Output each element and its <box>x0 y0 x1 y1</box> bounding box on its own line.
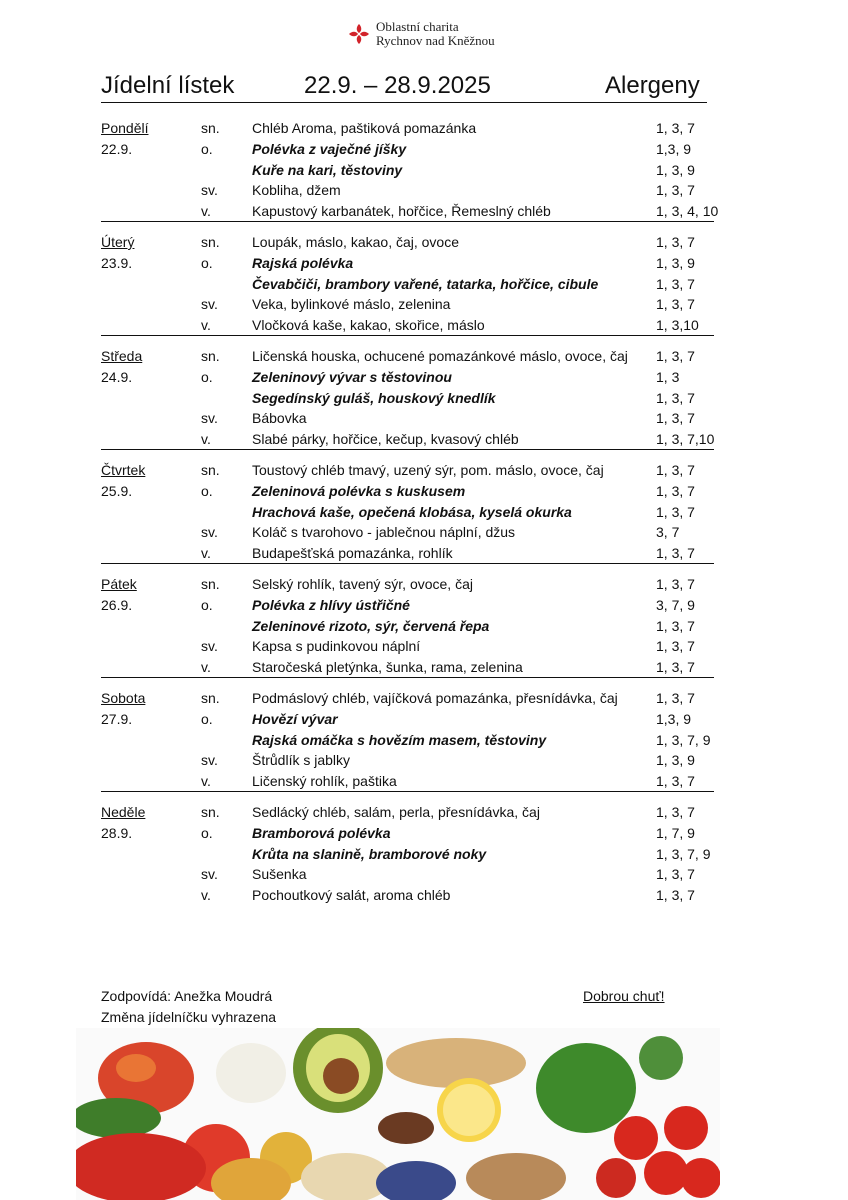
meal-food: Hrachová kaše, opečená klobása, kyselá okurka <box>252 503 572 520</box>
day-separator <box>101 449 714 450</box>
day-separator <box>101 677 714 678</box>
meal-row <box>101 294 721 315</box>
meal-row <box>101 201 721 222</box>
meal-type: o. <box>201 824 213 841</box>
meal-row <box>101 460 721 481</box>
meal-food: Ličenská houska, ochucené pomazánkové máslo, ovoce, čaj <box>252 347 628 364</box>
day-date: 28.9. <box>101 824 133 841</box>
day-block <box>101 346 721 450</box>
meal-row <box>101 118 721 139</box>
meal-allergens: 1, 3, 7 <box>656 659 695 676</box>
day-block <box>101 460 721 564</box>
day-block <box>101 232 721 336</box>
meal-type: v. <box>201 659 211 676</box>
meal-type: sn. <box>201 347 220 364</box>
meal-row <box>101 232 721 253</box>
meal-food: Sušenka <box>252 866 307 883</box>
meal-type: o. <box>201 596 213 613</box>
logo-line1: Oblastní charita <box>376 19 459 34</box>
meal-row <box>101 481 721 502</box>
day-separator <box>101 563 714 564</box>
meal-row <box>101 636 721 657</box>
meal-food: Toustový chléb tmavý, uzený sýr, pom. máslo, ovoce, čaj <box>252 461 604 478</box>
meal-row <box>101 274 721 295</box>
meal-food: Loupák, máslo, kakao, čaj, ovoce <box>252 233 460 250</box>
vegetables-image <box>76 1028 720 1200</box>
meal-allergens: 1, 7, 9 <box>656 824 695 841</box>
meal-row <box>101 709 721 730</box>
meal-allergens: 1, 3, 9 <box>656 752 695 769</box>
day-block <box>101 574 721 678</box>
logo <box>348 20 495 48</box>
meal-food: Budapešťská pomazánka, rohlík <box>252 545 453 562</box>
meal-row <box>101 408 721 429</box>
meal-type: sn. <box>201 233 220 250</box>
meal-food: Krůta na slanině, bramborové noky <box>252 845 487 862</box>
meal-food: Kuře na kari, těstoviny <box>252 161 403 178</box>
meal-allergens: 1, 3, 4, 10 <box>656 203 719 220</box>
meal-type: v. <box>201 317 211 334</box>
day-name: Neděle <box>101 803 146 820</box>
meal-row <box>101 864 721 885</box>
meal-allergens: 1, 3 <box>656 368 680 385</box>
meal-allergens: 1, 3,10 <box>656 317 699 334</box>
meal-type: sv. <box>201 638 218 655</box>
day-separator <box>101 221 714 222</box>
meal-food: Slabé párky, hořčice, kečup, kvasový chléb <box>252 431 519 448</box>
meal-allergens: 1, 3, 7 <box>656 461 695 478</box>
meal-food: Segedínský guláš, houskový knedlík <box>252 389 496 406</box>
meal-allergens: 1,3, 9 <box>656 140 692 157</box>
day-date: 26.9. <box>101 596 133 613</box>
change-note: Změna jídelníčku vyhrazena <box>101 1009 277 1025</box>
meal-row <box>101 502 721 523</box>
meal-food: Koláč s tvarohovo - jablečnou náplní, džus <box>252 524 516 541</box>
meal-food: Hovězí vývar <box>252 710 338 727</box>
meal-food: Bramborová polévka <box>252 824 391 841</box>
charity-cross-icon <box>348 23 370 45</box>
meal-type: v. <box>201 203 211 220</box>
meal-food: Pochoutkový salát, aroma chléb <box>252 887 451 904</box>
meal-row <box>101 543 721 564</box>
meal-allergens: 1, 3, 7 <box>656 638 695 655</box>
day-date: 24.9. <box>101 368 133 385</box>
meal-food: Polévka z hlívy ústřičné <box>252 596 410 613</box>
meal-allergens: 1, 3, 7 <box>656 389 695 406</box>
meal-food: Selský rohlík, tavený sýr, ovoce, čaj <box>252 575 473 592</box>
day-name: Středa <box>101 347 143 364</box>
meal-type: sv. <box>201 752 218 769</box>
meal-row <box>101 616 721 637</box>
day-date: 25.9. <box>101 482 133 499</box>
day-name: Pátek <box>101 575 137 592</box>
meal-type: o. <box>201 368 213 385</box>
meal-food: Kapustový karbanátek, hořčice, Řemeslný chléb <box>252 203 551 220</box>
meal-type: v. <box>201 431 211 448</box>
meal-row <box>101 595 721 616</box>
meal-food: Chléb Aroma, paštiková pomazánka <box>252 120 477 136</box>
meal-allergens: 1, 3, 7 <box>656 689 695 706</box>
meal-allergens: 1, 3, 7 <box>656 545 695 562</box>
day-separator <box>101 791 714 792</box>
day-date: 22.9. <box>101 140 133 157</box>
day-separator <box>101 335 714 336</box>
meal-food: Kapsa s pudinkovou náplní <box>252 638 421 655</box>
logo-line2: Rychnov nad Kněžnou <box>376 33 495 48</box>
meal-type: o. <box>201 254 213 271</box>
meal-allergens: 1, 3, 7,10 <box>656 431 715 448</box>
meal-type: sv. <box>201 410 218 427</box>
responsible-person: Zodpovídá: Anežka Moudrá <box>101 988 273 1004</box>
meal-type: sn. <box>201 120 220 136</box>
meal-food: Bábovka <box>252 410 307 427</box>
meal-food: Zeleninová polévka s kuskusem <box>252 482 466 499</box>
meal-allergens: 1, 3, 7 <box>656 803 695 820</box>
meal-row <box>101 180 721 201</box>
meal-row <box>101 139 721 160</box>
meal-row <box>101 429 721 450</box>
meal-type: sv. <box>201 866 218 883</box>
meal-row <box>101 522 721 543</box>
meal-allergens: 1, 3, 7 <box>656 182 695 199</box>
day-name: Čtvrtek <box>101 461 146 478</box>
meal-food: Polévka z vaječné jíšky <box>252 140 407 157</box>
meal-allergens: 1, 3, 7, 9 <box>656 731 711 748</box>
day-name: Pondělí <box>101 120 149 136</box>
meal-type: v. <box>201 545 211 562</box>
meal-type: sv. <box>201 182 218 199</box>
meal-row <box>101 253 721 274</box>
meal-row <box>101 574 721 595</box>
meal-type: sv. <box>201 524 218 541</box>
meal-food: Rajská polévka <box>252 254 354 271</box>
day-block <box>101 118 721 222</box>
greeting: Dobrou chuť! <box>583 988 665 1004</box>
meal-allergens: 1, 3, 7 <box>656 120 695 136</box>
meal-row <box>101 160 721 181</box>
meal-row <box>101 802 721 823</box>
meal-allergens: 1,3, 9 <box>656 710 692 727</box>
meal-type: v. <box>201 773 211 790</box>
meal-allergens: 1, 3, 7 <box>656 503 695 520</box>
meal-allergens: 3, 7 <box>656 524 680 541</box>
meal-food: Vločková kaše, kakao, skořice, máslo <box>252 317 485 334</box>
meal-row <box>101 688 721 709</box>
day-date: 23.9. <box>101 254 133 271</box>
meal-type: sn. <box>201 689 220 706</box>
meal-row <box>101 823 721 844</box>
meal-food: Veka, bylinkové máslo, zelenina <box>252 296 451 313</box>
meal-food: Zeleninový vývar s těstovinou <box>252 368 452 385</box>
meal-type: v. <box>201 887 211 904</box>
meal-food: Zeleninové rizoto, sýr, červená řepa <box>252 617 490 634</box>
meal-allergens: 1, 3, 7 <box>656 482 695 499</box>
meal-row <box>101 844 721 865</box>
day-date: 27.9. <box>101 710 133 727</box>
meal-row <box>101 730 721 751</box>
meal-food: Rajská omáčka s hovězím masem, těstoviny <box>252 731 547 748</box>
meal-row <box>101 771 721 792</box>
menu-table <box>101 118 721 916</box>
meal-type: o. <box>201 482 213 499</box>
day-name: Úterý <box>101 233 135 250</box>
menu-header <box>101 72 707 103</box>
meal-food: Čevabčiči, brambory vařené, tatarka, hořčice, cibule <box>252 275 599 292</box>
meal-row <box>101 388 721 409</box>
meal-allergens: 1, 3, 7 <box>656 773 695 790</box>
meal-food: Staročeská pletýnka, šunka, rama, zelenina <box>252 659 523 676</box>
meal-food: Ličenský rohlík, paštika <box>252 773 397 790</box>
meal-type: sn. <box>201 461 220 478</box>
meal-allergens: 1, 3, 7 <box>656 296 695 313</box>
page-title: Jídelní lístek <box>101 72 235 99</box>
date-range: 22.9. – 28.9.2025 <box>304 72 491 99</box>
meal-row <box>101 367 721 388</box>
meal-allergens: 1, 3, 7 <box>656 887 695 904</box>
meal-food: Kobliha, džem <box>252 182 341 199</box>
meal-row <box>101 885 721 906</box>
meal-allergens: 1, 3, 9 <box>656 161 695 178</box>
meal-allergens: 1, 3, 7 <box>656 410 695 427</box>
meal-allergens: 1, 3, 7, 9 <box>656 845 711 862</box>
meal-type: o. <box>201 140 213 157</box>
meal-allergens: 3, 7, 9 <box>656 596 695 613</box>
meal-allergens: 1, 3, 7 <box>656 233 695 250</box>
meal-allergens: 1, 3, 7 <box>656 275 695 292</box>
meal-food: Podmáslový chléb, vajíčková pomazánka, přesnídávka, čaj <box>252 689 618 706</box>
day-name: Sobota <box>101 689 146 706</box>
day-block <box>101 688 721 792</box>
meal-allergens: 1, 3, 7 <box>656 575 695 592</box>
footer-left <box>101 986 276 1028</box>
meal-allergens: 1, 3, 7 <box>656 347 695 364</box>
meal-row <box>101 750 721 771</box>
meal-type: sn. <box>201 803 220 820</box>
meal-allergens: 1, 3, 9 <box>656 254 695 271</box>
meal-allergens: 1, 3, 7 <box>656 617 695 634</box>
day-block <box>101 802 721 906</box>
allergens-heading: Alergeny <box>605 72 700 99</box>
meal-row <box>101 315 721 336</box>
meal-type: sn. <box>201 575 220 592</box>
meal-food: Štrůdlík s jablky <box>252 752 351 769</box>
meal-food: Sedlácký chléb, salám, perla, přesnídávka, čaj <box>252 803 540 820</box>
meal-row <box>101 346 721 367</box>
meal-allergens: 1, 3, 7 <box>656 866 695 883</box>
meal-type: o. <box>201 710 213 727</box>
meal-row <box>101 657 721 678</box>
meal-type: sv. <box>201 296 218 313</box>
